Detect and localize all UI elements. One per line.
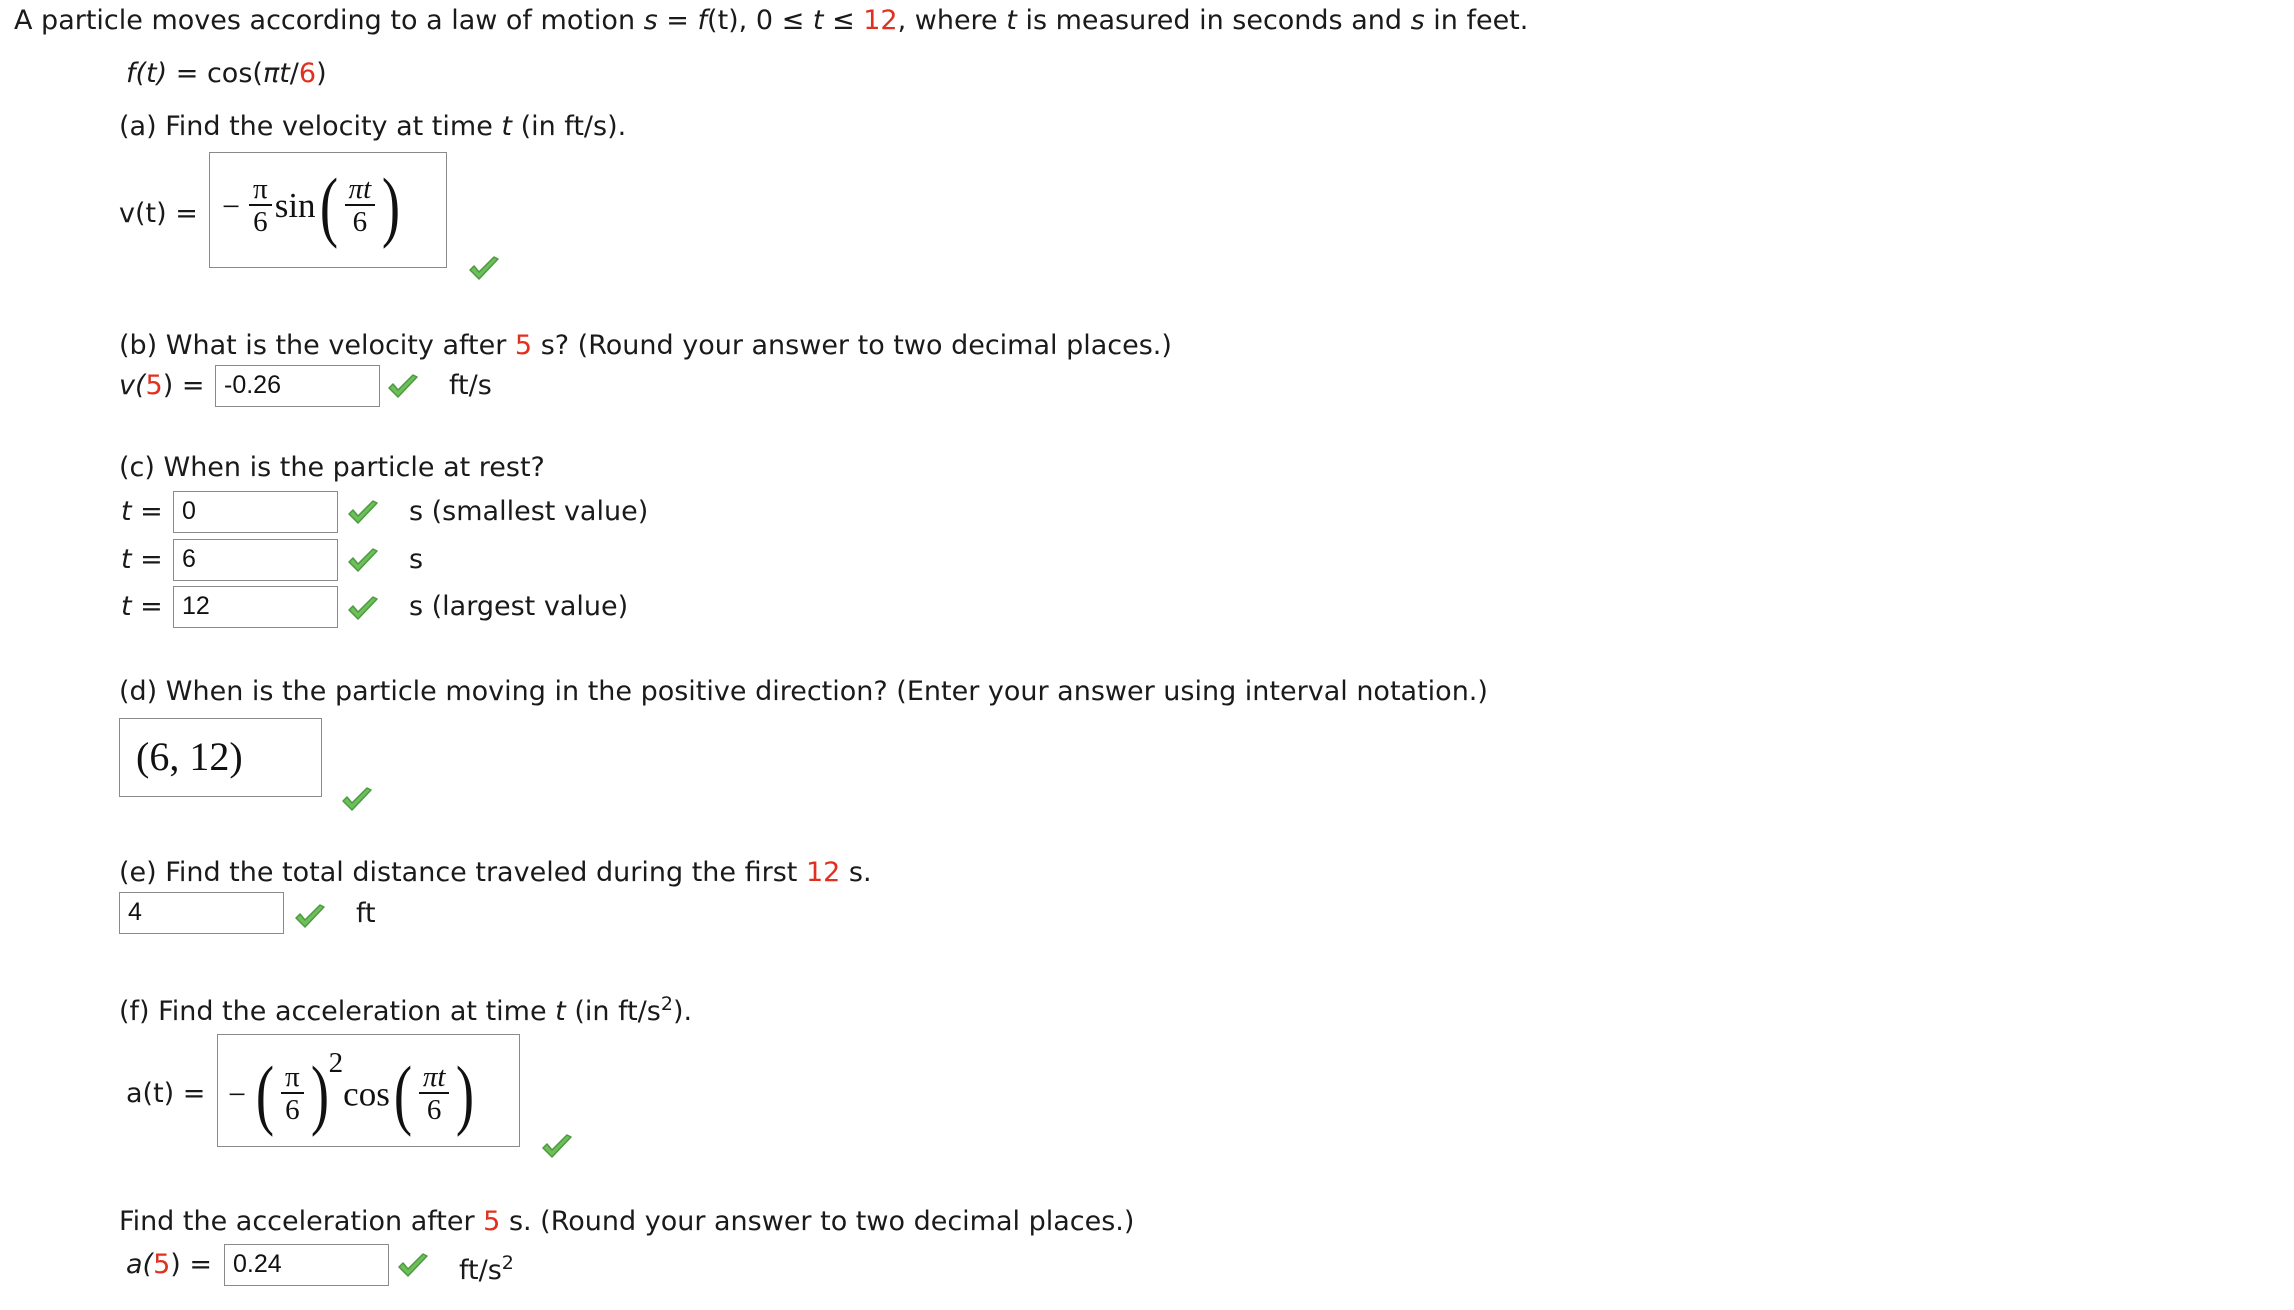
position-function: f(t) = cos(πt/6): [126, 58, 327, 89]
rest-time-unit: s (largest value): [409, 591, 629, 622]
check-icon: [467, 255, 501, 283]
part-b-question: (b) What is the velocity after 5 s? (Round your answer to two decimal places.): [119, 330, 1172, 361]
rest-time-label: t =: [121, 591, 163, 622]
acceleration-at-5-label: a(5) =: [126, 1249, 213, 1280]
distance-unit: ft: [356, 898, 376, 929]
problem-statement: A particle moves according to a law of motion s = f(t), 0 ≤ t ≤ 12, where t is measured in seconds and s in feet.: [14, 5, 1529, 36]
part-a-question: (a) Find the velocity at time t (in ft/s).: [119, 111, 627, 142]
check-icon: [386, 373, 420, 401]
check-icon: [540, 1133, 574, 1161]
velocity-unit: ft/s: [449, 370, 492, 401]
part-e-question: (e) Find the total distance traveled during the first 12 s.: [119, 857, 872, 888]
acceleration-answer-box[interactable]: [217, 1034, 520, 1147]
rest-time-unit: s: [409, 544, 424, 575]
check-icon: [396, 1252, 430, 1280]
check-icon: [346, 595, 380, 623]
acceleration-at-5-question: Find the acceleration after 5 s. (Round your answer to two decimal places.): [119, 1206, 1135, 1237]
check-icon: [346, 499, 380, 527]
acceleration-expression: − ( $\frac{\pi}{6}$ )$^2$cos( $\frac{\pi t}{6}$ ): [228, 1047, 475, 1138]
rest-time-largest-input[interactable]: 12: [173, 586, 338, 628]
velocity-expression: − $\frac{\pi}{6}$ sin( $\frac{\pi t}{6}$ ): [222, 162, 401, 249]
velocity-at-5-label: v(5) =: [119, 370, 205, 401]
rest-time-label: t =: [121, 544, 163, 575]
rest-time-label: t =: [121, 496, 163, 527]
distance-input[interactable]: 4: [119, 892, 284, 934]
part-d-question: (d) When is the particle moving in the positive direction? (Enter your answer using interval notation.): [119, 676, 1488, 707]
interval-answer: (6, 12): [136, 734, 243, 779]
check-icon: [346, 547, 380, 575]
interval-answer-box[interactable]: [119, 718, 322, 797]
velocity-at-5-input[interactable]: -0.26: [215, 365, 380, 407]
velocity-label: v(t) =: [119, 198, 198, 229]
acceleration-label: a(t) =: [126, 1078, 206, 1109]
rest-time-smallest-input[interactable]: 0: [173, 491, 338, 533]
part-f-question: (f) Find the acceleration at time t (in $ft/s^2$).: [119, 993, 693, 1027]
rest-time-unit: s (smallest value): [409, 496, 649, 527]
velocity-answer-box[interactable]: [209, 152, 447, 268]
rest-time-middle-input[interactable]: 6: [173, 539, 338, 581]
check-icon: [340, 786, 374, 814]
acceleration-unit: $ft/s^2$: [459, 1252, 514, 1286]
check-icon: [293, 903, 327, 931]
part-c-question: (c) When is the particle at rest?: [119, 452, 545, 483]
acceleration-at-5-input[interactable]: 0.24: [224, 1244, 389, 1286]
